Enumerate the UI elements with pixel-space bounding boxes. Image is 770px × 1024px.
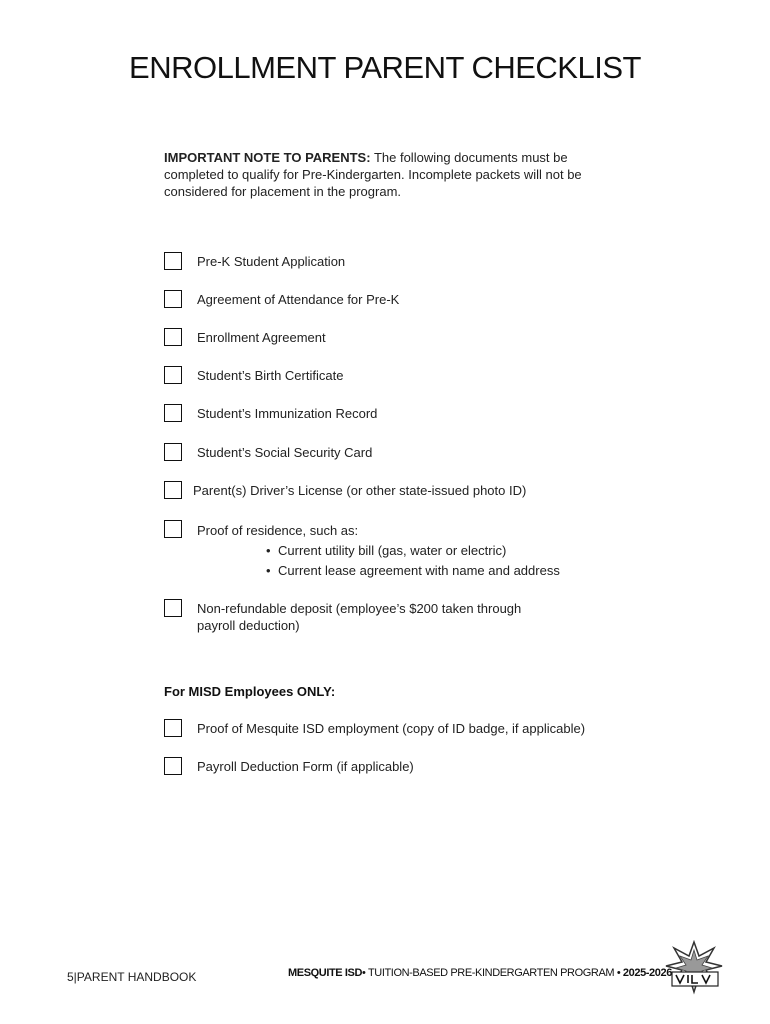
footer-program (288, 967, 672, 979)
footer-org: MESQUITE ISD (288, 967, 363, 979)
mesquite-isd-logo-icon (664, 940, 724, 996)
note-lead: IMPORTANT NOTE TO PARENTS: (164, 150, 371, 165)
important-note (164, 149, 604, 200)
bullet-text: Current utility bill (gas, water or electric) (278, 543, 507, 558)
logo-graphic (664, 940, 724, 996)
bullet-dot: • (266, 563, 271, 578)
checkbox-proof-of-residence[interactable] (164, 520, 182, 538)
checklist-label: Student’s Birth Certificate (197, 368, 344, 383)
checkbox-proof-of-employment[interactable] (164, 719, 182, 737)
checklist-label-continued: payroll deduction) (197, 618, 300, 633)
checklist-label: Enrollment Agreement (197, 330, 326, 345)
checkbox-pre-k-student-application[interactable] (164, 252, 182, 270)
checklist-label: Proof of residence, such as: (197, 523, 359, 538)
footer-year: 2025-2026 (622, 967, 672, 979)
checkbox-immunization-record[interactable] (164, 404, 182, 422)
checkbox-birth-certificate[interactable] (164, 366, 182, 384)
checklist-label: Parent(s) Driver’s License (or other state-issued photo ID) (193, 483, 527, 498)
checkbox-payroll-deduction-form[interactable] (164, 757, 182, 775)
footer-page-label: 5|PARENT HANDBOOK (67, 970, 197, 984)
footer-bullet: • (616, 967, 621, 979)
checkbox-non-refundable-deposit[interactable] (164, 599, 182, 617)
section-heading-employees: For MISD Employees ONLY: (164, 684, 336, 699)
checkbox-social-security-card[interactable] (164, 443, 182, 461)
bullet-dot: • (266, 543, 271, 558)
checklist-label: Student’s Immunization Record (197, 406, 378, 421)
footer-bullet: • (362, 967, 366, 979)
checklist-label: Pre-K Student Application (197, 254, 346, 269)
checklist-label: Agreement of Attendance for Pre-K (197, 292, 400, 307)
checkbox-enrollment-agreement[interactable] (164, 328, 182, 346)
page-title: ENROLLMENT PARENT CHECKLIST (129, 50, 641, 85)
bullet-item (266, 563, 560, 578)
checkbox-drivers-license[interactable] (164, 481, 182, 499)
bullet-item (266, 543, 506, 558)
bullet-text: Current lease agreement with name and address (278, 563, 560, 578)
footer-program-name: TUITION-BASED PRE-KINDERGARTEN PROGRAM (367, 967, 615, 979)
note-text: The following documents must be completed to qualify for Pre-Kindergarten. Incomplete packets will not be considered for placement in the program. (164, 150, 582, 199)
checklist-label: Proof of Mesquite ISD employment (copy of ID badge, if applicable) (197, 721, 586, 736)
checklist-label: Non-refundable deposit (employee’s $200 taken through (197, 601, 522, 616)
checklist-label: Payroll Deduction Form (if applicable) (197, 759, 414, 774)
checkbox-agreement-of-attendance[interactable] (164, 290, 182, 308)
checklist-label: Student’s Social Security Card (197, 445, 373, 460)
